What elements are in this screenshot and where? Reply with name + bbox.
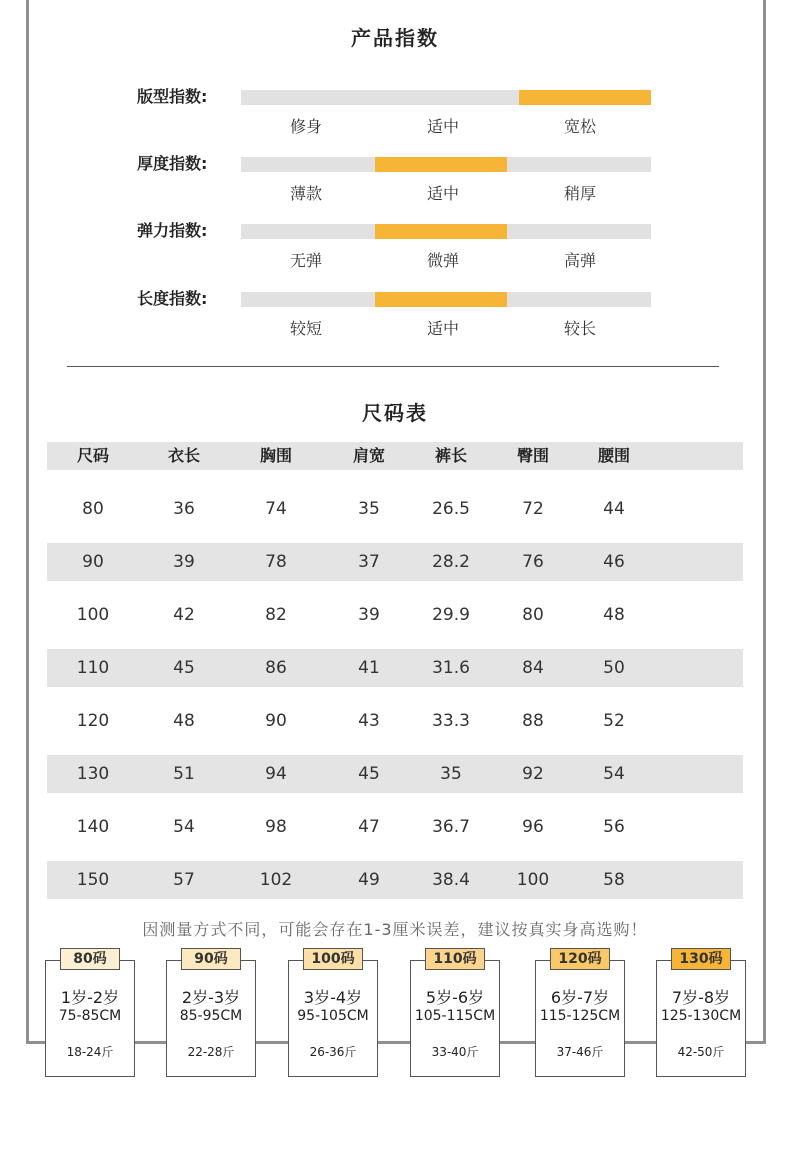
table-cell: 80 (522, 605, 544, 625)
index-segment (241, 90, 373, 105)
card-age: 7岁-8岁 (671, 988, 731, 1007)
card-height: 95-105CM (297, 1008, 369, 1024)
index-option: 微弹 (426, 251, 459, 270)
index-option: 薄款 (289, 184, 322, 203)
index-segment (519, 157, 651, 172)
index-option: 较长 (563, 319, 596, 338)
table-cell: 90 (265, 711, 287, 731)
index-segment (241, 224, 373, 239)
header-size: 尺码 (76, 446, 109, 465)
card-age: 6岁-7岁 (550, 988, 610, 1007)
index-track (241, 224, 651, 239)
table-cell: 38.4 (432, 870, 470, 890)
card-height: 105-115CM (414, 1008, 496, 1024)
size-card-tag: 90码 (181, 948, 241, 970)
index-track (241, 90, 651, 105)
index-option: 宽松 (563, 117, 596, 136)
table-cell: 39 (173, 552, 195, 572)
index-option: 无弹 (289, 251, 322, 270)
table-cell: 82 (265, 605, 287, 625)
card-height: 125-130CM (660, 1008, 742, 1024)
index-option: 适中 (426, 319, 459, 338)
index-option: 高弹 (563, 251, 596, 270)
size-card (45, 960, 135, 1077)
index-label: 长度指数: (137, 289, 208, 308)
table-cell: 90 (82, 552, 104, 572)
size-card (288, 960, 378, 1077)
index-segment (241, 292, 373, 307)
table-cell: 49 (358, 870, 380, 890)
table-row (47, 649, 743, 687)
table-cell: 26.5 (432, 499, 470, 519)
index-segment (519, 90, 651, 105)
index-track (241, 157, 651, 172)
table-cell: 46 (603, 552, 625, 572)
card-weight: 42-50斤 (677, 1045, 725, 1059)
table-cell: 50 (603, 658, 625, 678)
header-waist: 腰围 (597, 446, 630, 465)
index-segment (375, 224, 507, 239)
table-cell: 102 (259, 870, 293, 890)
table-cell: 31.6 (432, 658, 470, 678)
size-card (535, 960, 625, 1077)
index-option: 稍厚 (563, 184, 596, 203)
index-option: 较短 (289, 319, 322, 338)
table-cell: 76 (522, 552, 544, 572)
table-row (47, 490, 743, 528)
header-length: 衣长 (167, 446, 200, 465)
table-cell: 57 (173, 870, 195, 890)
table-cell: 51 (173, 764, 195, 784)
table-cell: 48 (603, 605, 625, 625)
measurement-note: 因测量方式不同，可能会存在1-3厘米误差，建议按真实身高选购！ (142, 920, 648, 939)
table-cell: 37 (358, 552, 380, 572)
index-row (0, 87, 790, 150)
table-cell: 140 (76, 817, 110, 837)
index-option: 适中 (426, 184, 459, 203)
table-cell: 130 (76, 764, 110, 784)
table-cell: 98 (265, 817, 287, 837)
card-weight: 26-36斤 (309, 1045, 357, 1059)
card-age: 5岁-6岁 (425, 988, 485, 1007)
card-weight: 37-46斤 (556, 1045, 604, 1059)
table-cell: 110 (76, 658, 110, 678)
table-cell: 47 (358, 817, 380, 837)
table-cell: 48 (173, 711, 195, 731)
card-age: 2岁-3岁 (181, 988, 241, 1007)
index-option: 修身 (289, 117, 322, 136)
card-weight: 18-24斤 (66, 1045, 114, 1059)
table-cell: 56 (603, 817, 625, 837)
card-height: 115-125CM (539, 1008, 621, 1024)
size-card (166, 960, 256, 1077)
table-cell: 54 (173, 817, 195, 837)
table-cell: 42 (173, 605, 195, 625)
table-cell: 41 (358, 658, 380, 678)
index-option: 适中 (426, 117, 459, 136)
table-cell: 29.9 (432, 605, 470, 625)
table-cell: 45 (358, 764, 380, 784)
table-cell: 35 (440, 764, 462, 784)
header-hip: 臀围 (516, 446, 549, 465)
table-row (47, 861, 743, 899)
card-height: 75-85CM (58, 1008, 122, 1024)
size-card-tag: 100码 (303, 948, 363, 970)
size-card (410, 960, 500, 1077)
table-cell: 94 (265, 764, 287, 784)
index-label: 弹力指数: (137, 221, 208, 240)
card-age: 3岁-4岁 (303, 988, 363, 1007)
header-chest: 胸围 (259, 446, 292, 465)
card-age: 1岁-2岁 (60, 988, 120, 1007)
table-cell: 43 (358, 711, 380, 731)
table-cell: 100 (516, 870, 550, 890)
index-segment (375, 157, 507, 172)
table-cell: 58 (603, 870, 625, 890)
table-row (47, 543, 743, 581)
table-row (47, 596, 743, 634)
table-cell: 78 (265, 552, 287, 572)
index-label: 厚度指数: (137, 154, 208, 173)
table-cell: 96 (522, 817, 544, 837)
size-chart-header (47, 442, 743, 470)
table-cell: 28.2 (432, 552, 470, 572)
table-cell: 100 (76, 605, 110, 625)
header-shoulder: 肩宽 (352, 446, 385, 465)
table-cell: 54 (603, 764, 625, 784)
table-cell: 39 (358, 605, 380, 625)
card-weight: 33-40斤 (431, 1045, 479, 1059)
table-cell: 44 (603, 499, 625, 519)
frame-bottom-border (26, 1041, 766, 1044)
product-index-title: 产品指数 (351, 26, 439, 50)
table-cell: 52 (603, 711, 625, 731)
index-label: 版型指数: (137, 87, 208, 106)
index-segment (519, 224, 651, 239)
table-cell: 92 (522, 764, 544, 784)
table-cell: 80 (82, 499, 104, 519)
index-track (241, 292, 651, 307)
table-cell: 45 (173, 658, 195, 678)
size-card-tag: 130码 (671, 948, 731, 970)
table-row (47, 755, 743, 793)
size-card-tag: 120码 (550, 948, 610, 970)
index-segment (375, 90, 507, 105)
index-segment (519, 292, 651, 307)
card-height: 85-95CM (179, 1008, 243, 1024)
section-divider (67, 366, 719, 367)
size-chart-title: 尺码表 (362, 401, 428, 425)
size-card-tag: 80码 (60, 948, 120, 970)
size-card-tag: 110码 (425, 948, 485, 970)
table-cell: 120 (76, 711, 110, 731)
index-segment (241, 157, 373, 172)
table-cell: 86 (265, 658, 287, 678)
table-cell: 72 (522, 499, 544, 519)
table-cell: 35 (358, 499, 380, 519)
size-card (656, 960, 746, 1077)
index-row (0, 154, 790, 217)
table-cell: 88 (522, 711, 544, 731)
index-row (0, 289, 790, 352)
table-cell: 33.3 (432, 711, 470, 731)
index-row (0, 221, 790, 284)
table-row (47, 808, 743, 846)
table-cell: 150 (76, 870, 110, 890)
table-cell: 74 (265, 499, 287, 519)
table-cell: 84 (522, 658, 544, 678)
table-row (47, 702, 743, 740)
header-pants-length: 裤长 (434, 446, 467, 465)
table-cell: 36 (173, 499, 195, 519)
card-weight: 22-28斤 (187, 1045, 235, 1059)
index-segment (375, 292, 507, 307)
table-cell: 36.7 (432, 817, 470, 837)
